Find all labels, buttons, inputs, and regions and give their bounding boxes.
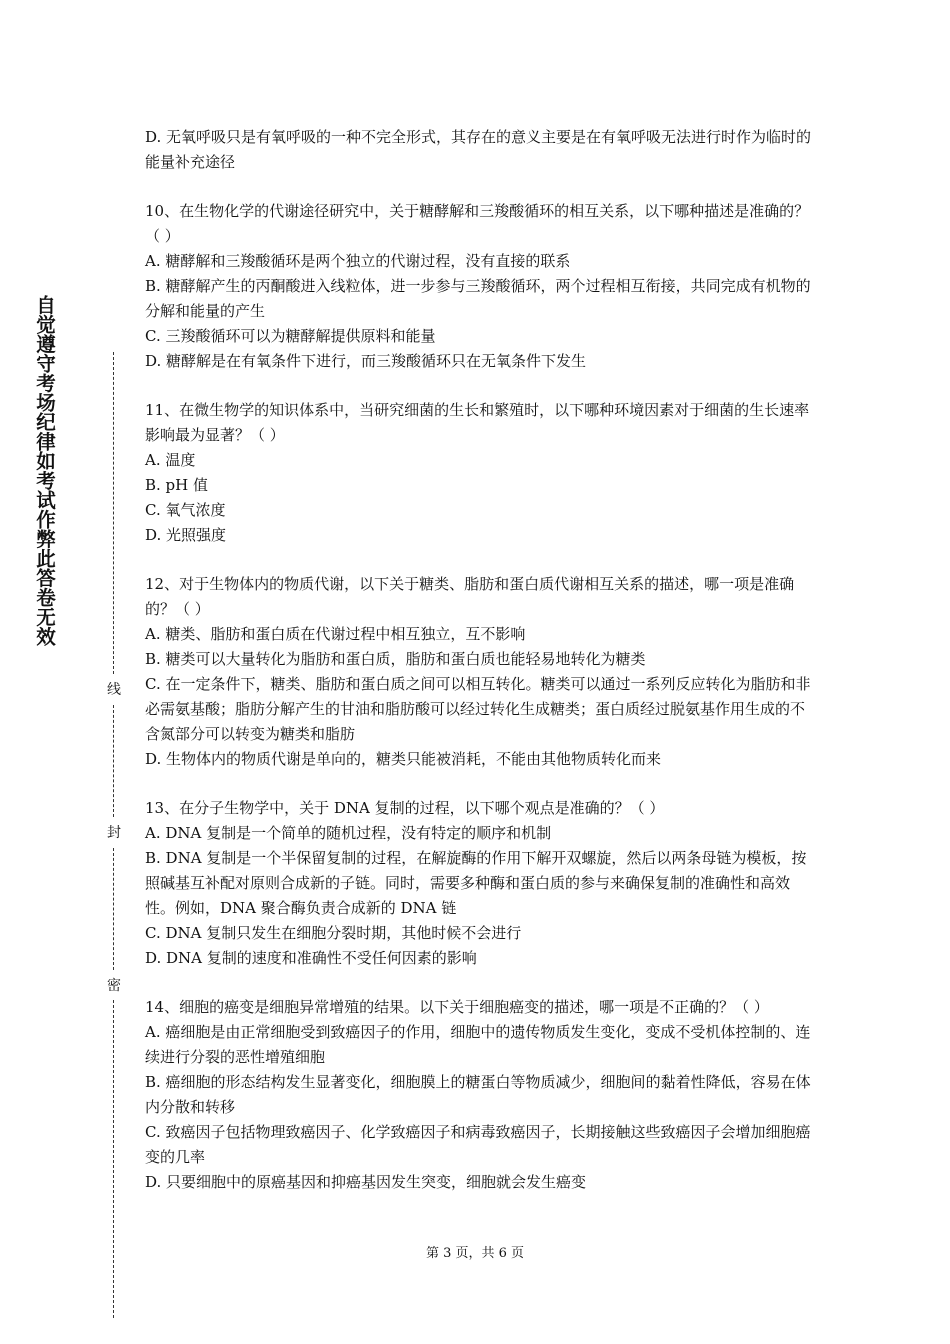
previous-question-continuation — [145, 125, 813, 175]
option-a: A. 糖酵解和三羧酸循环是两个独立的代谢过程，没有直接的联系 — [145, 252, 571, 270]
option-a: A. DNA 复制是一个简单的随机过程，没有特定的顺序和机制 — [145, 824, 552, 842]
exam-discipline-warning: 自觉遵守考场纪律如考试作弊此答卷无效 — [33, 295, 56, 646]
option-b: B. 癌细胞的形态结构发生显著变化，细胞膜上的糖蛋白等物质减少，细胞间的黏着性降低，容易在体内分散和转移 — [145, 1073, 811, 1116]
option-d: D. 无氧呼吸只是有氧呼吸的一种不完全形式，其存在的意义主要是在有氧呼吸无法进行时作为临时的能量补充途径 — [145, 128, 812, 171]
binding-line-segment — [113, 705, 114, 817]
option-b: B. pH 值 — [145, 476, 209, 494]
option-b: B. DNA 复制是一个半保留复制的过程，在解旋酶的作用下解开双螺旋，然后以两条母链为模板，按照碱基互补配对原则合成新的子链。同时，需要多种酶和蛋白质的参与来确保复制的准确性和高效性。例如，DNA 聚合酶负责合成新的 DNA 链 — [145, 849, 807, 917]
binding-line-segment — [113, 352, 114, 674]
option-d: D. DNA 复制的速度和准确性不受任何因素的影响 — [145, 949, 477, 967]
option-d: D. 糖酵解是在有氧条件下进行，而三羧酸循环只在无氧条件下发生 — [145, 352, 587, 370]
binding-line-segment — [113, 848, 114, 970]
option-a: A. 癌细胞是由正常细胞受到致癌因子的作用，细胞中的遗传物质发生变化，变成不受机体控制的、连续进行分裂的恶性增殖细胞 — [145, 1023, 811, 1066]
binding-line-segment — [113, 1000, 114, 1318]
question-14 — [145, 995, 813, 1195]
question-13 — [145, 796, 813, 971]
option-d: D. 生物体内的物质代谢是单向的，糖类只能被消耗，不能由其他物质转化而来 — [145, 750, 662, 768]
option-c: C. DNA 复制只发生在细胞分裂时期，其他时候不会进行 — [145, 924, 522, 942]
option-d: D. 只要细胞中的原癌基因和抑癌基因发生突变，细胞就会发生癌变 — [145, 1173, 587, 1191]
option-c: C. 氧气浓度 — [145, 501, 226, 519]
option-c: C. 在一定条件下，糖类、脂肪和蛋白质之间可以相互转化。糖类可以通过一系列反应转化为脂肪和非必需氨基酸；脂肪分解产生的甘油和脂肪酸可以经过转化生成糖类；蛋白质经过脱氨基作用生成的不含氮部分可以转变为糖类和脂肪 — [145, 675, 811, 743]
page-number: 第 3 页，共 6 页 — [425, 1246, 525, 1261]
seal-label-mi: 密 — [107, 978, 121, 994]
option-a: A. 糖类、脂肪和蛋白质在代谢过程中相互独立，互不影响 — [145, 625, 526, 643]
option-d: D. 光照强度 — [145, 526, 227, 544]
seal-label-xian: 线 — [107, 682, 121, 698]
option-b: B. 糖酵解产生的丙酮酸进入线粒体，进一步参与三羧酸循环，两个过程相互衔接，共同完成有机物的分解和能量的产生 — [145, 277, 811, 320]
question-stem: 10、在生物化学的代谢途径研究中，关于糖酵解和三羧酸循环的相互关系，以下哪种描述是准确的？（ ） — [145, 202, 810, 245]
question-11 — [145, 398, 813, 548]
question-stem: 12、对于生物体内的物质代谢，以下关于糖类、脂肪和蛋白质代谢相互关系的描述，哪一项是准确的？（ ） — [145, 575, 795, 618]
question-stem: 13、在分子生物学中，关于 DNA 复制的过程，以下哪个观点是准确的？（ ） — [145, 799, 665, 817]
question-stem: 11、在微生物学的知识体系中，当研究细菌的生长和繁殖时，以下哪种环境因素对于细菌的生长速率影响最为显著？（ ） — [145, 401, 810, 444]
option-c: C. 致癌因子包括物理致癌因子、化学致癌因子和病毒致癌因子，长期接触这些致癌因子会增加细胞癌变的几率 — [145, 1123, 811, 1166]
option-b: B. 糖类可以大量转化为脂肪和蛋白质，脂肪和蛋白质也能轻易地转化为糖类 — [145, 650, 646, 668]
option-c: C. 三羧酸循环可以为糖酵解提供原料和能量 — [145, 327, 436, 345]
question-10 — [145, 199, 813, 374]
question-stem: 14、细胞的癌变是细胞异常增殖的结果。以下关于细胞癌变的描述，哪一项是不正确的？（ ） — [145, 998, 769, 1016]
seal-label-feng: 封 — [107, 825, 121, 841]
option-a: A. 温度 — [145, 451, 196, 469]
question-12 — [145, 572, 813, 772]
question-content — [145, 125, 813, 1219]
